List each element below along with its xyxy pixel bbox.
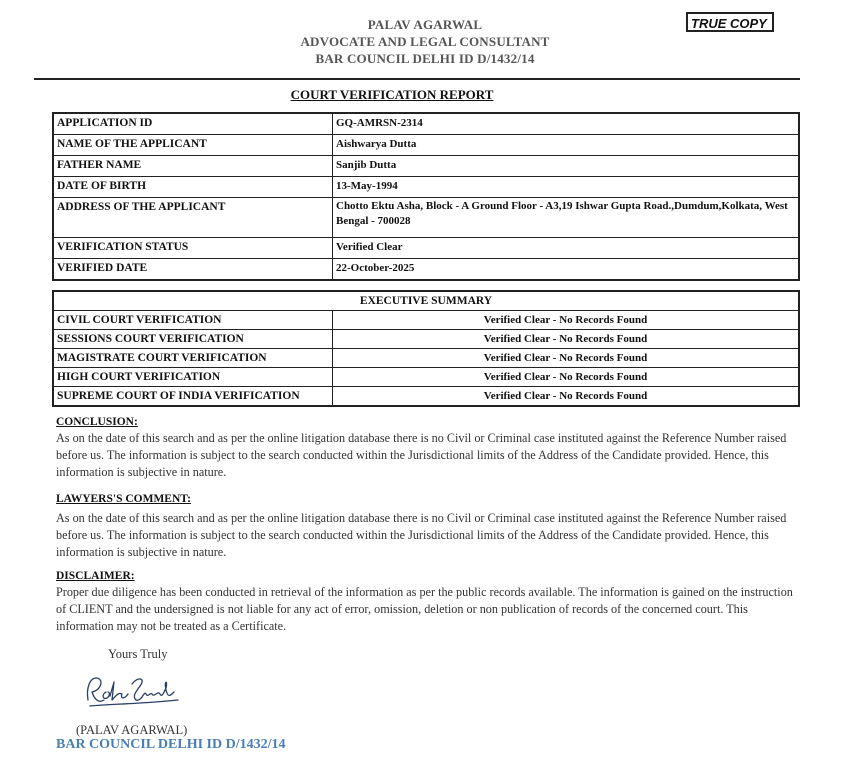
row-label: NAME OF THE APPLICANT — [53, 135, 333, 156]
table-row — [53, 330, 799, 349]
row-label: SESSIONS COURT VERIFICATION — [53, 330, 333, 349]
row-label: MAGISTRATE COURT VERIFICATION — [53, 349, 333, 368]
row-label: VERIFIED DATE — [53, 259, 333, 281]
true-copy-stamp: TRUE COPY — [686, 12, 774, 32]
table-row — [53, 156, 799, 177]
conclusion-heading: CONCLUSION: — [56, 416, 138, 428]
header-divider — [34, 78, 800, 80]
summary-title: EXECUTIVE SUMMARY — [53, 291, 799, 311]
executive-summary-table — [52, 290, 800, 407]
row-label: SUPREME COURT OF INDIA VERIFICATION — [53, 387, 333, 407]
row-label: APPLICATION ID — [53, 113, 333, 135]
advocate-designation: ADVOCATE AND LEGAL CONSULTANT — [300, 34, 550, 49]
disclaimer-heading: DISCLAIMER: — [56, 570, 135, 582]
row-label: DATE OF BIRTH — [53, 177, 333, 198]
table-row — [53, 113, 799, 135]
handwritten-signature — [80, 670, 190, 712]
row-label: FATHER NAME — [53, 156, 333, 177]
row-label: CIVIL COURT VERIFICATION — [53, 311, 333, 330]
row-label: VERIFICATION STATUS — [53, 238, 333, 259]
applicant-details-table — [52, 112, 800, 281]
row-value: Verified Clear — [333, 238, 800, 259]
row-value: GQ-AMRSN-2314 — [333, 113, 800, 135]
table-row — [53, 238, 799, 259]
row-value: Verified Clear - No Records Found — [333, 387, 800, 407]
row-value: Chotto Ektu Asha, Block - A Ground Floor - A3,19 Ishwar Gupta Road.,Dumdum,Kolkata, West Bengal - 700028 — [333, 198, 800, 238]
closing-text: Yours Truly — [108, 647, 168, 661]
table-row — [53, 177, 799, 198]
table-row — [53, 135, 799, 156]
advocate-bar-id: BAR COUNCIL DELHI ID D/1432/14 — [315, 51, 535, 66]
table-row — [53, 198, 799, 238]
row-value: Verified Clear - No Records Found — [333, 349, 800, 368]
row-label: HIGH COURT VERIFICATION — [53, 368, 333, 387]
table-row — [53, 387, 799, 407]
row-value: Verified Clear - No Records Found — [333, 368, 800, 387]
report-title: COURT VERIFICATION REPORT — [290, 87, 494, 102]
table-row — [53, 349, 799, 368]
signatory-name: (PALAV AGARWAL) — [76, 723, 188, 737]
table-row — [53, 368, 799, 387]
table-row — [53, 311, 799, 330]
row-value: 22-October-2025 — [333, 259, 800, 281]
lawyers-comment-heading: LAWYERS'S COMMENT: — [56, 493, 191, 505]
table-header-row — [53, 291, 799, 311]
row-value: 13-May-1994 — [333, 177, 800, 198]
advocate-name: PALAV AGARWAL — [367, 17, 483, 32]
conclusion-text: As on the date of this search and as per the online litigation database there is no Civil or Criminal case instituted against the Reference Number raised before us. The information is subject to the search conducted within the Jurisdictional limits of the Address of the Candidate provided. Hence, this information is subjective in nature. — [56, 431, 787, 480]
table-row — [53, 259, 799, 281]
signatory-bar-id: BAR COUNCIL DELHI ID D/1432/14 — [56, 737, 286, 752]
row-label: ADDRESS OF THE APPLICANT — [53, 198, 333, 238]
disclaimer-text: Proper due diligence has been conducted in retrieval of the information as per the public records available. The information is gained on the instruction of CLIENT and the undersigned is not liable for any act of error, omission, deletion or non publication of records of the concerned court. This information may not be treated as a Certificate. — [56, 585, 793, 634]
lawyers-comment-text: As on the date of this search and as per the online litigation database there is no Civil or Criminal case instituted against the Reference Number raised before us. The information is subject to the search conducted within the Jurisdictional limits of the Address of the Candidate provided. Hence, this information is subjective in nature. — [56, 511, 787, 560]
row-value: Aishwarya Dutta — [333, 135, 800, 156]
row-value: Sanjib Dutta — [333, 156, 800, 177]
row-value: Verified Clear - No Records Found — [333, 311, 800, 330]
row-value: Verified Clear - No Records Found — [333, 330, 800, 349]
